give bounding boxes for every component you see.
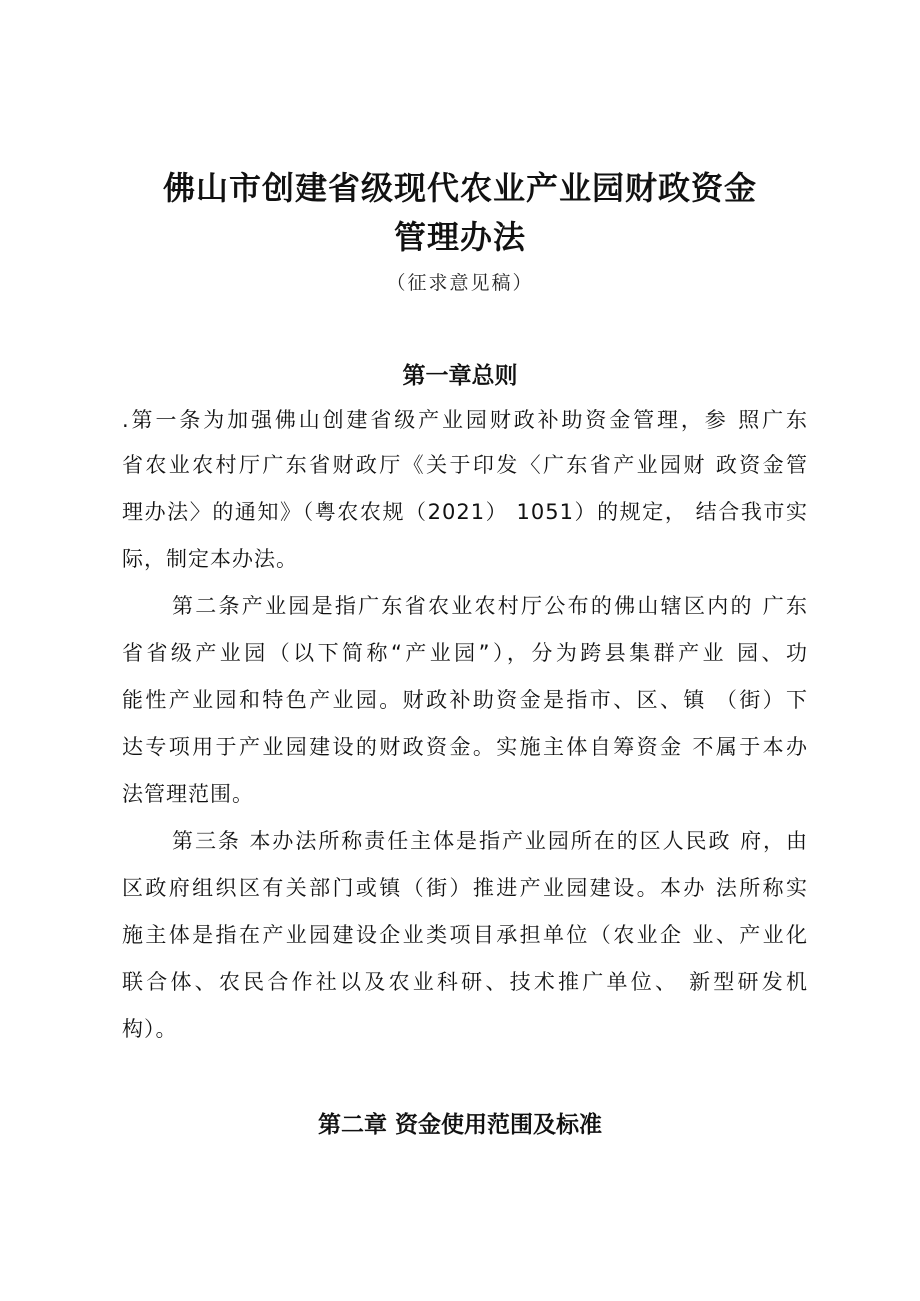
chapter-heading-1: 第一章总则 — [402, 363, 518, 389]
article1-line: 际，制定本办法。 — [122, 547, 298, 571]
document-title-line2: 管理办法 — [393, 218, 526, 256]
article2-line: 法管理范围。 — [122, 782, 254, 806]
article3-line: 区政府组织区有关部门或镇（街）推进产业园建设。本办 法所称实 — [122, 876, 808, 900]
article1-line: 理办法〉的通知》（粤农农规（2021） 1051）的规定， 结合我市实 — [122, 500, 808, 524]
article3-line: 构）。 — [122, 1017, 178, 1041]
article2-line: 第二条产业园是指广东省农业农村厅公布的佛山辖区内的 广东 — [172, 594, 808, 618]
article2-line: 达专项用于产业园建设的财政资金。实施主体自筹资金 不属于本办 — [122, 735, 808, 759]
document-title-line1: 佛山市创建省级现代农业产业园财政资金 — [162, 169, 757, 207]
chapter-heading-2: 第二章 资金使用范围及标准 — [317, 1112, 602, 1138]
article1-line: 省农业农村厅广东省财政厅《关于印发〈广东省产业园财 政资金管 — [122, 453, 808, 477]
article3-line: 第三条 本办法所称责任主体是指产业园所在的区人民政 府，由 — [172, 829, 808, 853]
article3-line: 联合体、农民合作社以及农业科研、技术推广单位、 新型研发机 — [122, 970, 808, 994]
article1-line: .第一条为加强佛山创建省级产业园财政补助资金管理，参 照广东 — [122, 408, 808, 432]
article3-line: 施主体是指在产业园建设企业类项目承担单位（农业企 业、产业化 — [122, 923, 808, 947]
article2-line: 能性产业园和特色产业园。财政补助资金是指市、区、镇 （街）下 — [122, 688, 808, 712]
article2-line: 省省级产业园（以下简称“产业园”），分为跨县集群产业 园、功 — [122, 641, 808, 665]
document-subtitle: （征求意见稿） — [386, 272, 534, 294]
